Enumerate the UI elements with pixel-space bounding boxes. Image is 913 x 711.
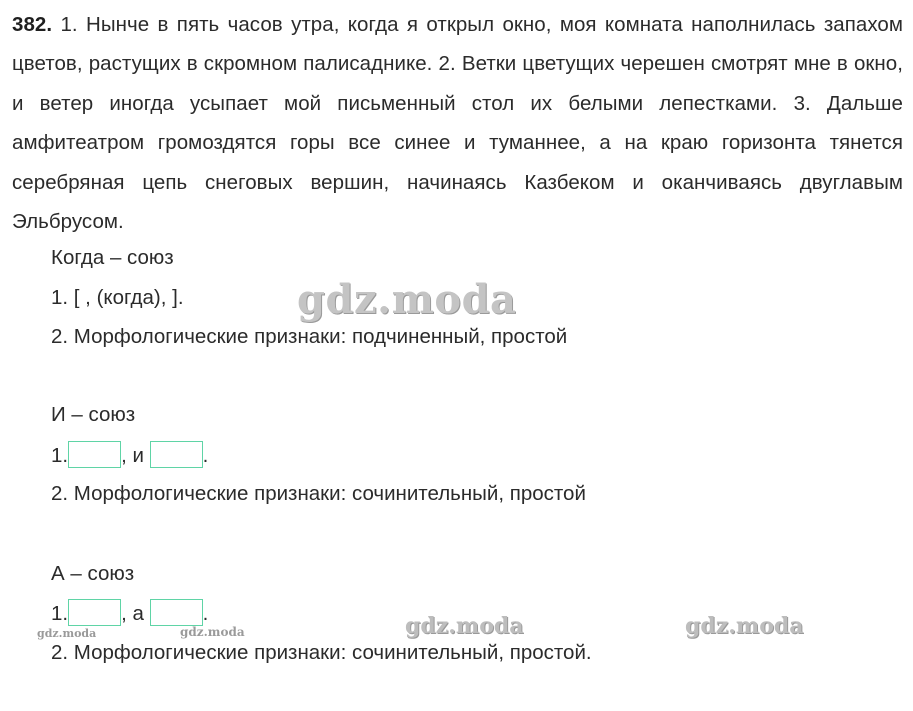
clause-box (68, 441, 121, 468)
watermark-small: gdz.moda (37, 627, 97, 640)
scheme-i-end: . (202, 444, 209, 467)
exercise-number: 382. (12, 13, 53, 36)
watermark-main: gdz.moda (297, 276, 517, 323)
features-kogda: 2. Морфологические признаки: подчиненный, простой (51, 325, 568, 348)
scheme-kogda: 1. [ , (когда), ]. (51, 286, 184, 309)
watermark-mid: gdz.moda (405, 613, 524, 639)
analysis-heading-i: И – союз (51, 403, 136, 426)
scheme-i-prefix: 1. (51, 444, 69, 467)
analysis-heading-kogda: Когда – союз (51, 246, 174, 269)
scheme-i (51, 443, 208, 470)
watermark-mid: gdz.moda (685, 613, 804, 639)
scheme-a-sep: , а (121, 602, 144, 625)
watermark-small: gdz.moda (180, 625, 245, 639)
features-a: 2. Морфологические признаки: сочинительный, простой. (51, 641, 592, 664)
clause-box (150, 441, 203, 468)
analysis-heading-a: А – союз (51, 562, 135, 585)
scheme-i-sep: , и (121, 444, 144, 467)
scheme-a-end: . (202, 602, 209, 625)
clause-box (68, 599, 121, 626)
scheme-a-prefix: 1. (51, 602, 69, 625)
scheme-a (51, 601, 208, 628)
clause-box (150, 599, 203, 626)
features-i: 2. Морфологические признаки: сочинительный, простой (51, 482, 586, 505)
exercise-body: 1. Нынче в пять часов утра, когда я открыл окно, моя комната наполнилась запахом цветов, растущих в скромном палисаднике. 2. Ветки цветущих черешен смотрят мне в окно, и ветер иногда усыпает мой письменный стол их белыми лепестками. 3. Дальше амфитеатром громоздятся горы все синее и туманнее, а на краю горизонта тянется серебряная цепь снеговых вершин, начинаясь Казбеком и оканчиваясь двуглавым Эльбрусом. (12, 13, 903, 234)
exercise-text (12, 5, 903, 241)
